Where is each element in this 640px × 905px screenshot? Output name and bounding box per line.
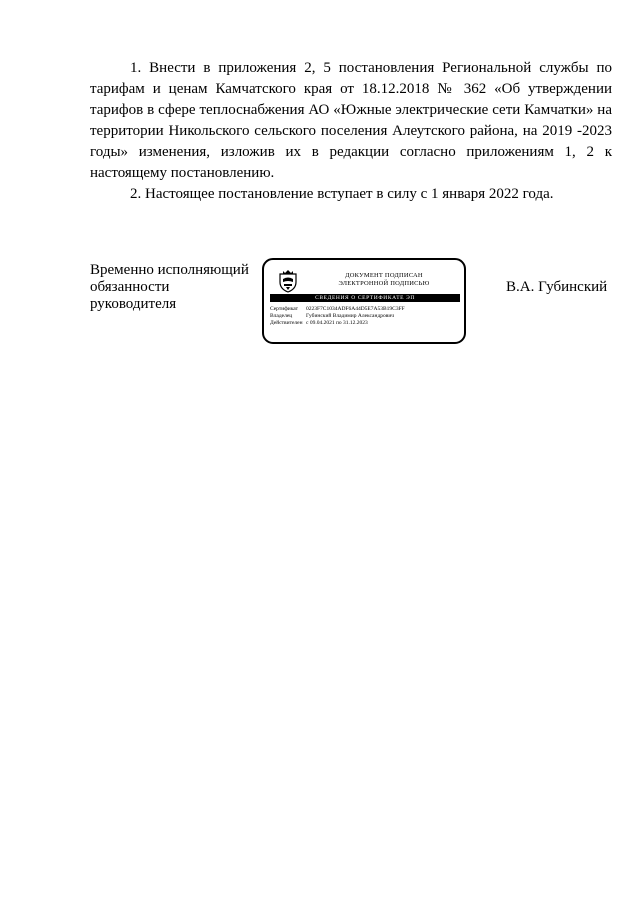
stamp-heading-line-2: ЭЛЕКТРОННОЙ ПОДПИСЬЮ — [338, 280, 430, 287]
coat-of-arms-icon — [278, 269, 298, 293]
stamp-heading — [304, 272, 464, 288]
signer-name: В.А. Губинский — [506, 279, 608, 295]
stamp-certificate-bar: СВЕДЕНИЯ О СЕРТИФИКАТЕ ЭП — [270, 294, 460, 302]
stamp-value: Губинский Владимир Александрович — [306, 313, 395, 319]
stamp-row-validity — [270, 320, 462, 327]
stamp-row-certificate — [270, 306, 462, 313]
document-body — [90, 58, 612, 205]
stamp-heading-line-1: ДОКУМЕНТ ПОДПИСАН — [345, 272, 423, 279]
stamp-value: с 09.04.2021 по 31.12.2023 — [306, 320, 368, 326]
electronic-signature-stamp — [262, 258, 466, 344]
stamp-value: 0223F7C1034ADF6A44D5E7A53B19C3FF — [306, 306, 405, 312]
paragraph-1: 1. Внести в приложения 2, 5 постановления Региональной службы по тарифам и ценам Камчатского края от 18.12.2018 № 362 «Об утверждении тарифов в сфере теплоснабжения АО «Южные электрические сети Камчатки» на территории Никольского сельского поселения Алеутского района, на 2019 -2023 годы» изменения, изложив их в редакции согласно приложениям 1, 2 к настоящему постановлению. — [90, 60, 612, 181]
stamp-row-owner — [270, 313, 462, 320]
stamp-label: Владелец — [270, 313, 293, 319]
stamp-certificate-details — [270, 306, 462, 327]
paragraph-2: 2. Настоящее постановление вступает в силу с 1 января 2022 года. — [130, 186, 554, 202]
signer-title-line-3: руководителя — [90, 296, 177, 312]
signer-title-line-1: Временно исполняющий — [90, 262, 249, 278]
signer-title — [90, 262, 260, 313]
stamp-label: Действителен — [270, 320, 303, 326]
signer-title-line-2: обязанности — [90, 279, 170, 295]
stamp-label: Сертификат — [270, 306, 298, 312]
